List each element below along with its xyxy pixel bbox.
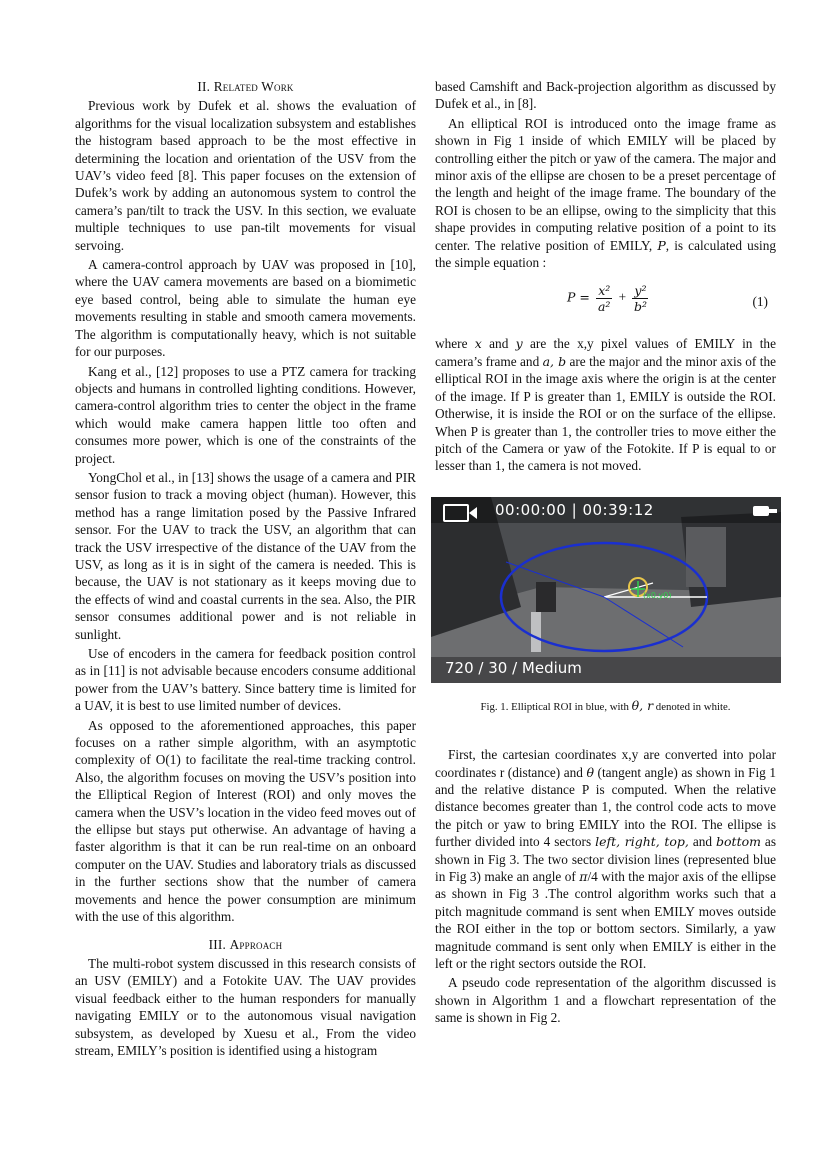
equation-number: (1) — [752, 294, 768, 310]
section-number: III. — [208, 936, 227, 952]
paragraph: A pseudo code representation of the algorithm discussed is shown in Algorithm 1 and a flowchart representation of the same is shown in Fig 2. — [435, 975, 776, 1026]
equation-formula: P = $\frac{\text{x²}}{\text{a²}}$ + $\frac{\text{y²}}{\text{b²}}$ — [567, 283, 647, 315]
paragraph: Previous work by Dufek et al. shows the evaluation of algorithms for the visual localization subsystem and establishes the histogram based approach to be the most effective in determining the location and orientation of the USV from the UAV’s video feed [8]. This paper focuses on the extension of Dufek’s work by adding an autonomous system to control the camera’s pan/tilt to track the USV. In this section, we evaluate multiple techniques to use pan-tilt movements for visual servoing. — [75, 98, 416, 253]
paragraph: YongChol et al., in [13] shows the usage of a camera and PIR sensor fusion to track a moving object (human). However, this method has a range limitation posed by the Passive Infrared sensor. For the UAV to track the USV, an algorithm that can track the USV irrespective of the distance of the UAV from the USV, as long as it is in sight of the camera is needed. This is because, the UAV is not stationary as it keeps moving due to the effects of wind and coastal currents in the sea. Also, the PIR sensor consumes additional power and is not reliable in sunlight. — [75, 469, 416, 642]
section-title: Related Work — [213, 79, 294, 94]
paragraph: Use of encoders in the camera for feedback position control as in [11] is not advisable because encoders consume additional power from the UAV’s battery. Since battery time is limited for a UAV, it is best to use limited number of devices. — [75, 646, 416, 714]
section-heading-related-work — [75, 78, 416, 95]
section-heading-approach — [75, 936, 416, 953]
point-label: (x0,y0) — [643, 590, 672, 600]
paragraph: Kang et al., [12] proposes to use a PTZ camera for tracking objects and humans in controlled lighting conditions. However, camera-control algorithm tries to center the object in the frame which would make camera happen little too often and consumes more power, which is one of the constraints of the project. — [75, 363, 416, 466]
figure-1-video-frame — [431, 497, 781, 683]
paragraph: First, the cartesian coordinates x,y are converted into polar coordinates r (distance) and θ (tangent angle) as shown in Fig 1 and the relative distance P is computed. When the relative distance becomes greater than 1, the control code acts to move the pitch or yaw to bring EMILY into the ROI. The ellipse is further divided into 4 sectors left, right, top, and bottom as shown in Fig 3. The two sector division lines (represented blue in Fig 3) make an angle of π/4 with the major axis of the ellipse as shown in Fig 3 .The control algorithm works such that a pitch magnitude command is sent when EMILY moves outside the ROI either in the top or bottom sectors. Similarly, a yaw magnitude command is sent only when EMILY is either in the left or the right sectors outside the ROI. — [435, 747, 777, 971]
paragraph: A camera-control approach by UAV was proposed in [10], where the UAV camera movements are based on a biomimetic eye based control, being able to simulate the human eye movements resulting in stable and smooth camera movements. The algorithm is computationally heavy, which is not suitable for our purposes. — [75, 257, 416, 360]
video-frame-graphic — [431, 497, 781, 683]
right-column — [435, 78, 776, 1029]
resolution-readout: 720 / 30 / Medium — [445, 658, 582, 677]
recording-timer: 00:00:00 | 00:39:12 — [495, 500, 654, 519]
paragraph: The multi-robot system discussed in this research consists of an USV (EMILY) and a Fotokite UAV. The UAV provides visual feedback either to the human responders for manually navigating EMILY or to the autonomous visual navigation subsystem, as developed by Xuesu et al., From the video stream, EMILY’s position is identified using a histogram — [75, 955, 416, 1058]
video-camera-icon — [443, 504, 469, 522]
paragraph: As opposed to the aforementioned approaches, this paper focuses on a rather simple algorithm, with an asymptotic complexity of O(1) to facilitate the real-time tracking control. Also, the algorithm focuses on moving the USV’s position into the Elliptical Region of Interest (ROI) and only moves the camera when the USV’s location in the video feed moves out of the ellipse but stays put otherwise. An advantage of having a faster algorithm is that it can be run real-time on an onboard computer on the UAV. Studies and laboratory trials as discussed in the further sections show that the number of camera movements and hence the power consumption are minimum with the use of this algorithm. — [75, 717, 416, 925]
equation-1 — [435, 277, 776, 331]
left-column — [75, 78, 416, 1061]
section-number: II. — [197, 79, 211, 94]
paragraph: based Camshift and Back-projection algorithm as discussed by Dufek et al., in [8]. — [435, 79, 776, 112]
paragraph: where x and y are the x,y pixel values of EMILY in the camera’s frame and a, b are the major and the minor axis of the elliptical ROI in the image axis where the origin is at the center of the image. If P is greater than 1, EMILY is outside the ROI. Otherwise, it is inside the ROI or on the surface of the ellipse. When P is greater than 1, the controller tries to move either the pitch of the Camera or yaw of the Fotokite. If P is equal to or lesser than 1, the camera is not moved. — [435, 336, 776, 474]
section-title: Approach — [229, 936, 283, 952]
figure-caption: Fig. 1. Elliptical ROI in blue, with θ, r denoted in white. — [480, 697, 731, 713]
battery-plug-icon — [753, 506, 769, 516]
paragraph: An elliptical ROI is introduced onto the image frame as shown in Fig 1 inside of which EMILY will be placed by controlling either the pitch or yaw of the camera. The major and minor axis of the ellipse are chosen to be a preset percentage of the length and height of the image frame. The boundary of the ROI is chosen to be an ellipse, owing to the simplicity that this shape provides in computing relative position of a point to its center. The relative position of EMILY, P, is calculated using the simple equation : — [435, 115, 776, 271]
